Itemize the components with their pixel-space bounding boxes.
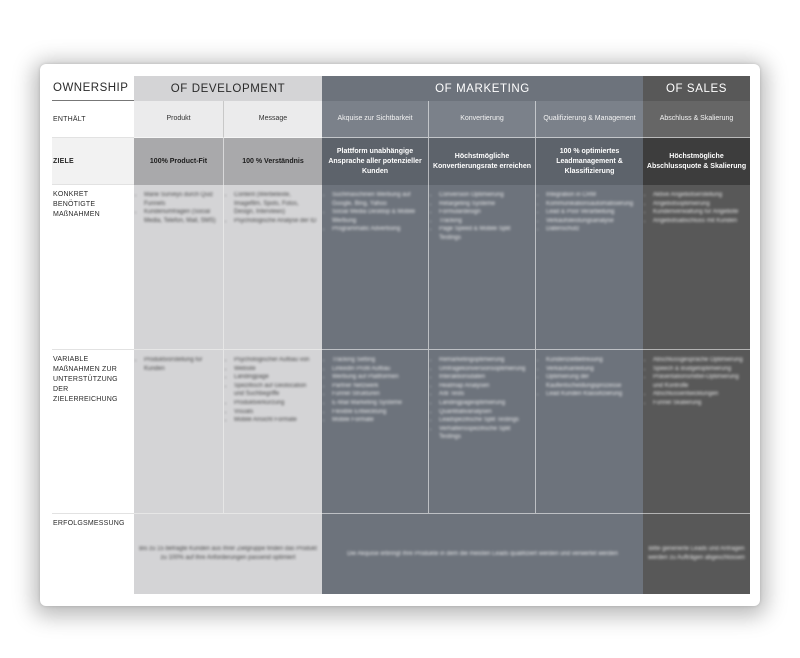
list-item: • Angebotsoptimierung <box>653 200 746 209</box>
list-item: • Website <box>234 365 318 374</box>
row-label-measurement: ERFOLGSMESSUNG <box>52 514 134 594</box>
list-item: • Datenschutz <box>546 225 639 234</box>
header-marketing: OF MARKETING <box>322 76 643 101</box>
ownership-table <box>52 76 750 594</box>
list-item: • Präsentationsmittel-Optimierung und Kontrolle <box>653 373 746 390</box>
measurement-marketing-text: Die Akquise erbringt Ihre Produkte in dem die meisten Leads qualifiziert werden und verwertet werden <box>347 550 618 557</box>
variable-closing <box>643 350 750 514</box>
concrete-conversion <box>429 185 536 350</box>
list-item: • Psychologische Analyse der ID <box>234 217 318 226</box>
list-item: • E-Mail Marketing Systeme <box>332 399 424 408</box>
concrete-closing <box>643 185 750 350</box>
list-item: • Kundenumfragen (Social Media, Telefon, Mail, SMS) <box>144 208 219 225</box>
list-item: • Verhaltensspezifische Split Testings <box>439 425 531 442</box>
variable-message <box>224 350 322 514</box>
concrete-product <box>134 185 224 350</box>
list-item: • Psychologischer Aufbau von <box>234 356 318 365</box>
list-item: • Produktverkürzung <box>234 399 318 408</box>
list-item: • Mobile Ansicht Formate <box>234 416 318 425</box>
variable-qualification <box>536 350 643 514</box>
goal-understanding: 100 % Verständnis <box>224 138 322 185</box>
list-item: • Funnel Strukturen <box>332 390 424 399</box>
list-item: • Verkaufsleistungsanalyse <box>546 217 639 226</box>
list-item: • Produktvorstellung für Kunden <box>144 356 219 373</box>
concrete-message <box>224 185 322 350</box>
contains-closing: Abschluss & Skalierung <box>643 101 750 138</box>
goal-product-fit: 100% Product-Fit <box>134 138 224 185</box>
row-label-concrete: KONKRET BENÖTIGTE MAßNAHMEN <box>52 185 134 350</box>
list-item: • Verkaufsanleitung <box>546 365 639 374</box>
measurement-sales <box>643 514 750 594</box>
list-item: • Suchmaschinen Werbung auf Google, Bing, Yahoo <box>332 191 424 208</box>
list-item: • Programmatic Advertising <box>332 225 424 234</box>
list-item: • LinkedIn Profil Aufbau <box>332 365 424 374</box>
list-item: • Umfragekonversionsoptimierung <box>439 365 531 374</box>
list-item: • Funnel Skalierung <box>653 399 746 408</box>
list-item: • Angebotsabschluss mit Kunden <box>653 217 746 226</box>
ownership-table-card <box>40 64 760 606</box>
row-label-goals: ZIELE <box>52 138 134 185</box>
list-item: • Speziflisch auf Geolocation und Suchbegriffe <box>234 382 318 399</box>
list-item: • Heatmap Analysen <box>439 382 531 391</box>
list-item: • Abschlussgespräche Optimierung <box>653 356 746 365</box>
list-item: • Abschlussentwicklungen <box>653 390 746 399</box>
list-item: • Quantitativanalysen <box>439 408 531 417</box>
list-item: • Conversion Optimierung <box>439 191 531 200</box>
list-item: • Formulardesign <box>439 208 531 217</box>
list-item: • Leadspezifische Split Testings <box>439 416 531 425</box>
list-item: • Optimierung der Kaufentscheidungsprozesse <box>546 373 639 390</box>
list-item: • Flexible Entwicklung <box>332 408 424 417</box>
header-sales: OF SALES <box>643 76 750 101</box>
list-item: • Retargeting Systeme <box>439 200 531 209</box>
list-item: • Integration in CRM <box>546 191 639 200</box>
list-item: • Remarketingoptimierung <box>439 356 531 365</box>
list-item: • Werbung auf Plattformen <box>332 373 424 382</box>
concrete-qualification <box>536 185 643 350</box>
list-item: • Aktive Angebotserstellung <box>653 191 746 200</box>
header-development: OF DEVELOPMENT <box>134 76 322 101</box>
list-item: • Speech & Budgetoptimierung <box>653 365 746 374</box>
variable-conversion <box>429 350 536 514</box>
list-item: • Kundenzielbetreuung <box>546 356 639 365</box>
measurement-development-text: Bis zu 15 befragte Kunden aus Ihrer Zielgruppe finden das Produkt zu 100% auf ihre Anforderungen passend optimiert <box>139 546 317 561</box>
list-item: • Content (Werbetexte, Imagefilm, Spots, Fotos, Design, Interviews) <box>234 191 318 217</box>
list-item: • Mobile Formate <box>332 416 424 425</box>
header-ownership: OWNERSHIP <box>52 76 134 101</box>
variable-product <box>134 350 224 514</box>
list-item: • Kommunikationsautomatisierung <box>546 200 639 209</box>
list-item: • Lead Kunden Klassifizierung <box>546 390 639 399</box>
row-label-contains: ENTHÄLT <box>52 101 134 138</box>
list-item: • Page Speed & Mobile Split Testings <box>439 225 531 242</box>
list-item: • Landingpageoptimierung <box>439 399 531 408</box>
goal-closing: Höchstmögliche Abschlussquote & Skalierung <box>643 138 750 185</box>
measurement-marketing <box>322 514 643 594</box>
list-item: • Tracking Setting <box>332 356 424 365</box>
list-item: • Partner Netzwerk <box>332 382 424 391</box>
list-item: • Lead & Pool Verarbeitung <box>546 208 639 217</box>
goal-platform: Plattform unabhängige Ansprache aller potenzieller Kunden <box>322 138 429 185</box>
contains-message: Message <box>224 101 322 138</box>
contains-qualification: Qualifizierung & Management <box>536 101 643 138</box>
measurement-sales-text: Bitte generierte Leads und Anfragen werden zu Aufträgen abgeschlossen <box>648 546 745 561</box>
list-item: • Interaktionsdaten <box>439 373 531 382</box>
goal-leadmanagement: 100 % optimiertes Leadmanagement & Klassifizierung <box>536 138 643 185</box>
concrete-acquisition <box>322 185 429 350</box>
list-item: • Social Media Desktop & Mobile Werbung <box>332 208 424 225</box>
variable-acquisition <box>322 350 429 514</box>
contains-product: Produkt <box>134 101 224 138</box>
contains-acquisition: Akquise zur Sichtbarkeit <box>322 101 429 138</box>
list-item: • Tracking <box>439 217 531 226</box>
list-item: • Marie Surveys durch Quiz Funnels <box>144 191 219 208</box>
row-label-variable: VARIABLE MAßNAHMEN ZUR UNTERSTÜTZUNG DER ZIELERREICHUNG <box>52 350 134 514</box>
list-item: • Visuals <box>234 408 318 417</box>
list-item: • Landingpage <box>234 373 318 382</box>
contains-conversion: Konvertierung <box>429 101 536 138</box>
list-item: • Kundenverwaltung für Angebote <box>653 208 746 217</box>
list-item: • A/B Tests <box>439 390 531 399</box>
goal-conversion: Höchstmögliche Konvertierungsrate erreichen <box>429 138 536 185</box>
measurement-development <box>134 514 322 594</box>
